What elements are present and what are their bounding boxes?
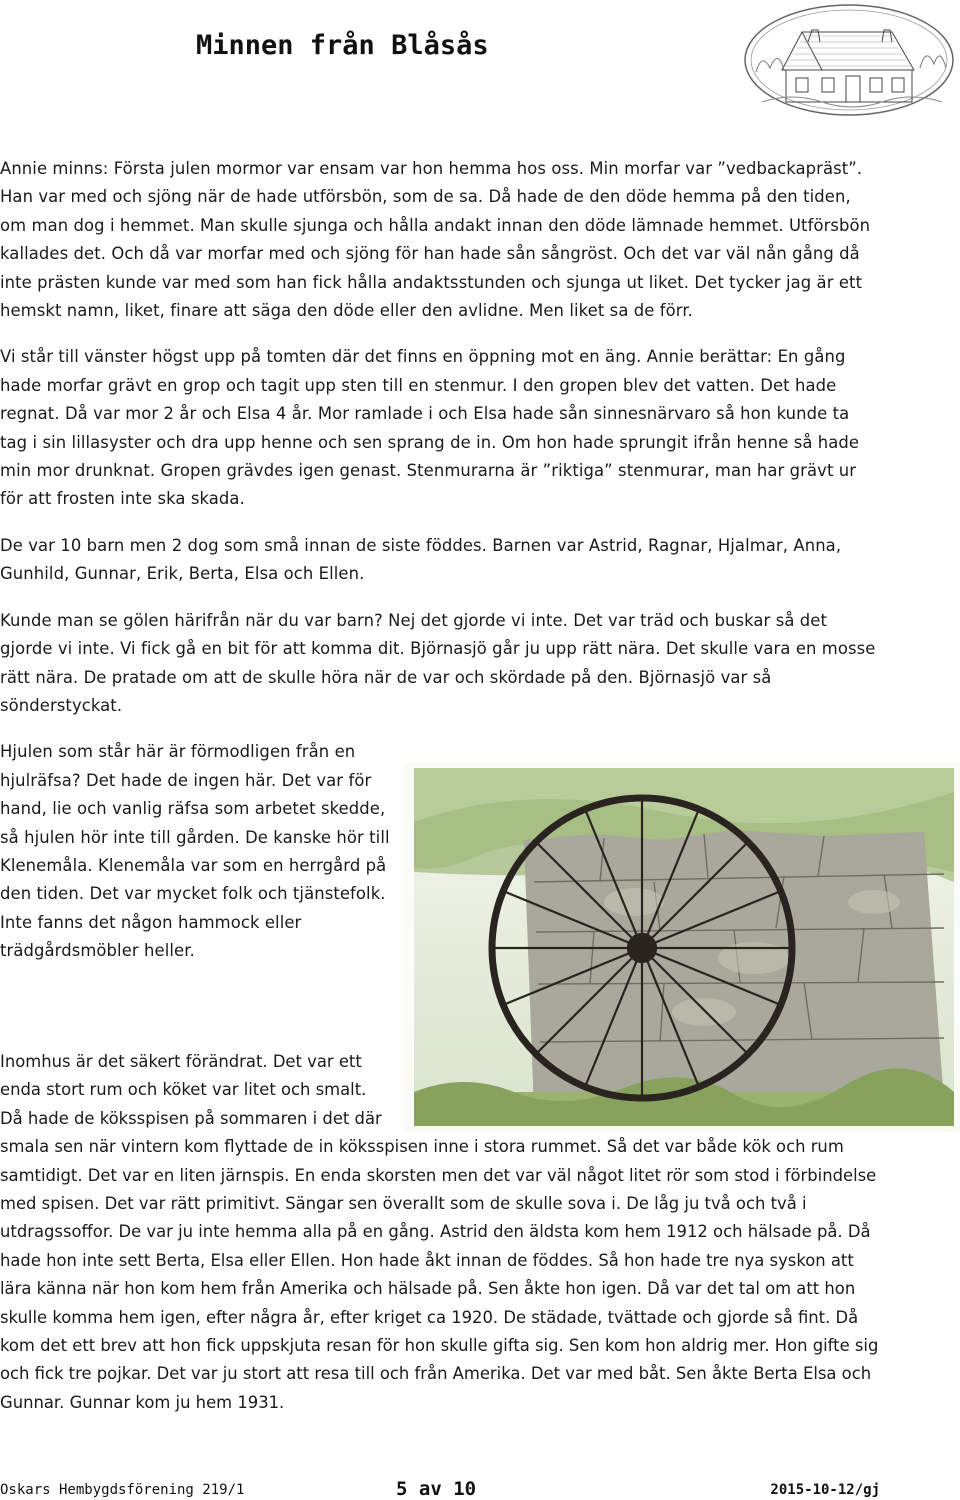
farmhouse-sketch-icon (742, 2, 956, 118)
page-title: Minnen från Blåsås (196, 30, 489, 61)
paragraph-indoors: Inomhus är det säkert förändrat. Det var ett enda stort rum och köket var litet och smalt. Då hade de köksspisen på sommaren i det där smala sen när vintern kom flyttade de in köksspisen inne i stora rummet. Så det var både kök och rum samtidigt. Det var en liten järnspis. En enda skorsten men det var väl något litet rör som stod i förbindelse med spisen. Det var rätt primitivt. Sängar sen överallt som de skulle sova i. De låg ju två och två i utdragssoffor. De var ju inte hemma alla på en gång. Astrid den äldsta kom hem 1912 och hälsade på. Då hade hon inte sett Berta, Elsa eller Ellen. Hon hade åkt innan de föddes. Så hon hade tre nya syskon att lära känna när hon kom hem från Amerika och hälsade på. Sen åkte hon igen. Då var det tal om att hon skulle komma hem igen, efter några år, efter kriget ca 1920. De städade, tvättade och gjorde så fint. Då kom det ett brev att hon fick uppskjuta resan för hon skulle gifta sig. Sen kom hon aldrig mer. Hon gifte sig och fick tre pojkar. Det var ju stort att resa till och från Amerika. Det var med båt. Sen åkte Berta Elsa och Gunnar. Gunnar kom ju hem 1931. (0, 1052, 879, 1412)
paragraph-pond: Kunde man se gölen härifrån när du var barn? Nej det gjorde vi inte. Det var träd och buskar så det gjorde vi inte. Vi fick gå en bit för att komma dit. Björnasjö går ju upp rätt nära. Det skulle vara en mosse rätt nära. De pratade om att de skulle höra när de var och skördade på den. Björnasjö var så sönderstyckat. (0, 610, 876, 715)
paragraph-funeral: Annie minns: Första julen mormor var ensam var hon hemma hos oss. Min morfar var ”vedbackapräst”. Han var med och sjöng när de hade utförsbön, som de sa. Då hade de den döde hemma på den tiden, om man dog i hemmet. Man skulle sjunga och hålla andakt innan den döde lämnade hemmet. Utförsbön kallades det. Och då var morfar med och sjöng för han hade sån sångröst. Och det var väl nån gång då inte prästen kunde var med som han fick hålla andaktsstunden och sjunga ut liket. Det tycker jag är ett hemskt namn, liket, finare att säga den döde eller den avlidne. Men liket sa de förr. (0, 159, 871, 321)
footer-date: 2015-10-12/gj (770, 1482, 880, 1498)
paragraph-children: De var 10 barn men 2 dog som små innan de siste föddes. Barnen var Astrid, Ragnar, Hjalmar, Anna, Gunhild, Gunnar, Erik, Berta, Elsa och Ellen. (0, 535, 842, 584)
paragraph-stone-wall: Vi står till vänster högst upp på tomten där det finns en öppning mot en äng. Annie berättar: En gång hade morfar grävt en grop och tagit upp sten till en stenmur. I den gropen blev det vatten. Det hade regnat. Då var mor 2 år och Elsa 4 år. Mor ramlade i och Elsa hade sån sinnesnärvaro så hon kunde ta tag i sin lillasyster och dra upp henne och sen sprang de in. Om hon hade sprungit ifrån henne så hade min mor drunknat. Gropen grävdes igen genast. Stenmurarna är ”riktiga” stenmurar, man har grävt ur för att frosten inte ska skada. (0, 347, 860, 509)
page-footer (0, 1476, 960, 1500)
footer-organization: Oskars Hembygdsförening 219/1 (0, 1482, 245, 1498)
paragraph-wheel: Hjulen som står här är förmodligen från en hjulräfsa? Det hade de ingen här. Det var för hand, lie och vanlig räfsa som arbetet skedde, så hjulen hör inte till gården. De kanske hör till Klenemåla. Klenemåla var som en herrgård på den tiden. Det var mycket folk och tjänstefolk. Inte fanns det någon hammock eller trädgårdsmöbler heller. (0, 742, 390, 961)
footer-page-number: 5 av 10 (396, 1478, 477, 1500)
wagon-wheel-against-stone-wall-photo (404, 762, 960, 1132)
